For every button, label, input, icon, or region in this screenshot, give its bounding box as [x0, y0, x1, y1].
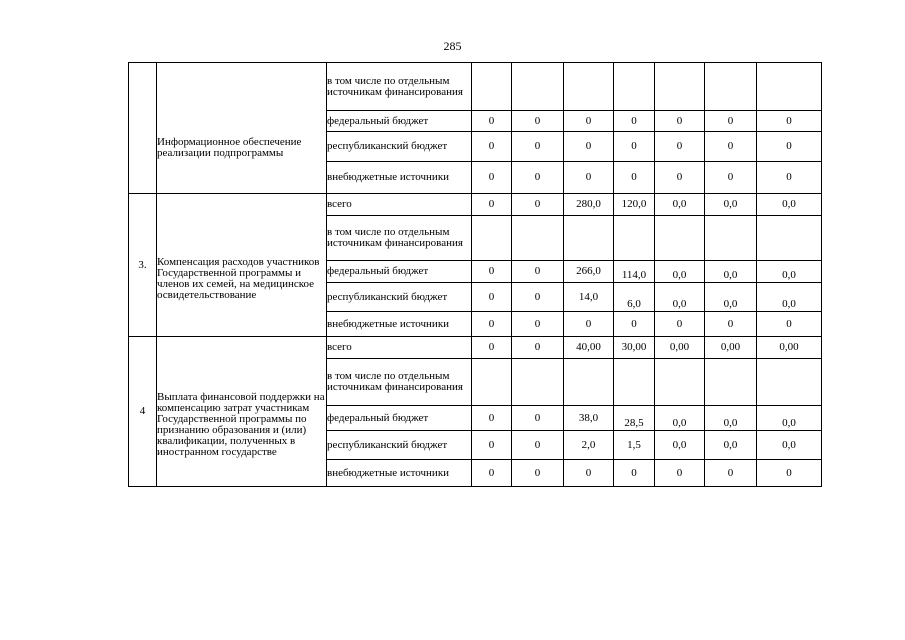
value-cell — [655, 63, 705, 111]
value-cell: 0 — [472, 111, 512, 132]
value-cell: 0 — [472, 261, 512, 283]
value-cell — [655, 216, 705, 261]
value-cell: 40,00 — [564, 337, 614, 359]
value-cell: 120,0 — [614, 194, 655, 216]
value-cell: 0 — [614, 111, 655, 132]
page-number: 285 — [443, 39, 462, 53]
value-cell: 0 — [512, 162, 564, 194]
value-cell: 6,0 — [614, 283, 655, 312]
funding-source-cell: республиканский бюджет — [327, 283, 472, 312]
value-cell: 0 — [705, 460, 757, 487]
row-number-cell — [129, 63, 157, 194]
value-cell — [757, 359, 822, 406]
value-cell: 0,0 — [705, 261, 757, 283]
value-cell: 0 — [472, 337, 512, 359]
funding-source-cell: внебюджетные источники — [327, 460, 472, 487]
value-cell: 0 — [472, 194, 512, 216]
value-cell: 0 — [512, 431, 564, 460]
value-cell: 0 — [757, 132, 822, 162]
value-cell: 0,0 — [705, 194, 757, 216]
value-cell: 0 — [512, 406, 564, 431]
value-cell: 280,0 — [564, 194, 614, 216]
value-cell: 0,00 — [655, 337, 705, 359]
measure-name-cell — [157, 194, 327, 337]
value-cell — [757, 63, 822, 111]
value-cell — [512, 216, 564, 261]
value-cell: 0,0 — [705, 431, 757, 460]
table-row — [129, 63, 822, 111]
funding-source-cell: внебюджетные источники — [327, 162, 472, 194]
value-cell: 0 — [512, 312, 564, 337]
value-cell: 0,00 — [757, 337, 822, 359]
value-cell: 0 — [705, 111, 757, 132]
value-cell: 0 — [564, 312, 614, 337]
value-cell: 0,0 — [655, 283, 705, 312]
value-cell: 0 — [512, 111, 564, 132]
value-cell: 0 — [512, 132, 564, 162]
value-cell — [564, 359, 614, 406]
value-cell: 28,5 — [614, 406, 655, 431]
funding-source-cell: в том числе по отдельным источникам финансирования — [327, 216, 472, 261]
financing-table — [128, 62, 822, 487]
value-cell: 0 — [757, 162, 822, 194]
value-cell: 266,0 — [564, 261, 614, 283]
value-cell — [564, 63, 614, 111]
value-cell — [472, 63, 512, 111]
value-cell: 0,0 — [705, 283, 757, 312]
value-cell: 0 — [472, 132, 512, 162]
value-cell: 0 — [614, 162, 655, 194]
funding-source-cell: республиканский бюджет — [327, 132, 472, 162]
value-cell: 0 — [472, 406, 512, 431]
measure-name: Информационное обеспечение реализации подпрограммы — [157, 136, 302, 159]
value-cell — [472, 359, 512, 406]
funding-source-cell: всего — [327, 194, 472, 216]
value-cell: 1,5 — [614, 431, 655, 460]
value-cell: 0 — [472, 431, 512, 460]
measure-name-cell — [157, 63, 327, 194]
funding-source-cell: всего — [327, 337, 472, 359]
value-cell — [614, 359, 655, 406]
value-cell — [472, 216, 512, 261]
value-cell: 0 — [757, 460, 822, 487]
value-cell: 0,00 — [705, 337, 757, 359]
value-cell: 0,0 — [757, 283, 822, 312]
value-cell: 0,0 — [757, 261, 822, 283]
value-cell: 14,0 — [564, 283, 614, 312]
value-cell: 0 — [614, 460, 655, 487]
value-cell: 0 — [512, 261, 564, 283]
value-cell: 0 — [472, 162, 512, 194]
table-row — [129, 337, 822, 359]
value-cell: 0 — [655, 162, 705, 194]
value-cell — [705, 359, 757, 406]
funding-source-cell: в том числе по отдельным источникам финансирования — [327, 63, 472, 111]
value-cell: 0 — [614, 132, 655, 162]
value-cell: 0 — [564, 111, 614, 132]
value-cell: 0 — [614, 312, 655, 337]
value-cell: 0 — [705, 162, 757, 194]
funding-source-cell: в том числе по отдельным источникам финансирования — [327, 359, 472, 406]
value-cell: 0 — [512, 283, 564, 312]
value-cell: 0,0 — [757, 194, 822, 216]
table-row — [129, 194, 822, 216]
value-cell: 0,0 — [757, 406, 822, 431]
value-cell: 0 — [655, 111, 705, 132]
value-cell — [614, 63, 655, 111]
value-cell — [705, 63, 757, 111]
value-cell: 0 — [564, 162, 614, 194]
measure-name: Выплата финансовой поддержки на компенсацию затрат участникам Государственной программы по признанию образования и (или) квалификации, полученных в иностранном государстве — [157, 390, 325, 458]
value-cell: 0 — [512, 194, 564, 216]
value-cell: 30,00 — [614, 337, 655, 359]
value-cell: 0 — [757, 111, 822, 132]
funding-source-cell: внебюджетные источники — [327, 312, 472, 337]
value-cell: 0,0 — [655, 431, 705, 460]
value-cell: 0 — [564, 132, 614, 162]
value-cell: 0 — [705, 312, 757, 337]
value-cell: 0 — [655, 460, 705, 487]
funding-source-cell: федеральный бюджет — [327, 111, 472, 132]
value-cell: 0 — [472, 283, 512, 312]
value-cell — [655, 359, 705, 406]
value-cell — [512, 63, 564, 111]
value-cell: 0 — [512, 460, 564, 487]
value-cell: 0,0 — [757, 431, 822, 460]
value-cell — [564, 216, 614, 261]
value-cell: 0,0 — [705, 406, 757, 431]
value-cell — [614, 216, 655, 261]
value-cell: 0,0 — [655, 194, 705, 216]
value-cell: 2,0 — [564, 431, 614, 460]
value-cell — [512, 359, 564, 406]
value-cell: 0 — [512, 337, 564, 359]
funding-source-cell: федеральный бюджет — [327, 406, 472, 431]
value-cell — [757, 216, 822, 261]
funding-source-cell: республиканский бюджет — [327, 431, 472, 460]
value-cell: 0 — [472, 460, 512, 487]
value-cell: 114,0 — [614, 261, 655, 283]
funding-source-cell: федеральный бюджет — [327, 261, 472, 283]
value-cell: 0 — [472, 312, 512, 337]
measure-name-cell — [157, 337, 327, 487]
value-cell: 0 — [705, 132, 757, 162]
value-cell: 0,0 — [655, 261, 705, 283]
value-cell: 38,0 — [564, 406, 614, 431]
value-cell — [705, 216, 757, 261]
value-cell: 0 — [655, 312, 705, 337]
row-number-cell: 3. — [129, 194, 157, 337]
value-cell: 0 — [564, 460, 614, 487]
row-number-cell: 4 — [129, 337, 157, 487]
measure-name: Компенсация расходов участников Государственной программы и членов их семей, на медицинское освидетельствование — [157, 256, 320, 301]
value-cell: 0,0 — [655, 406, 705, 431]
value-cell: 0 — [757, 312, 822, 337]
value-cell: 0 — [655, 132, 705, 162]
